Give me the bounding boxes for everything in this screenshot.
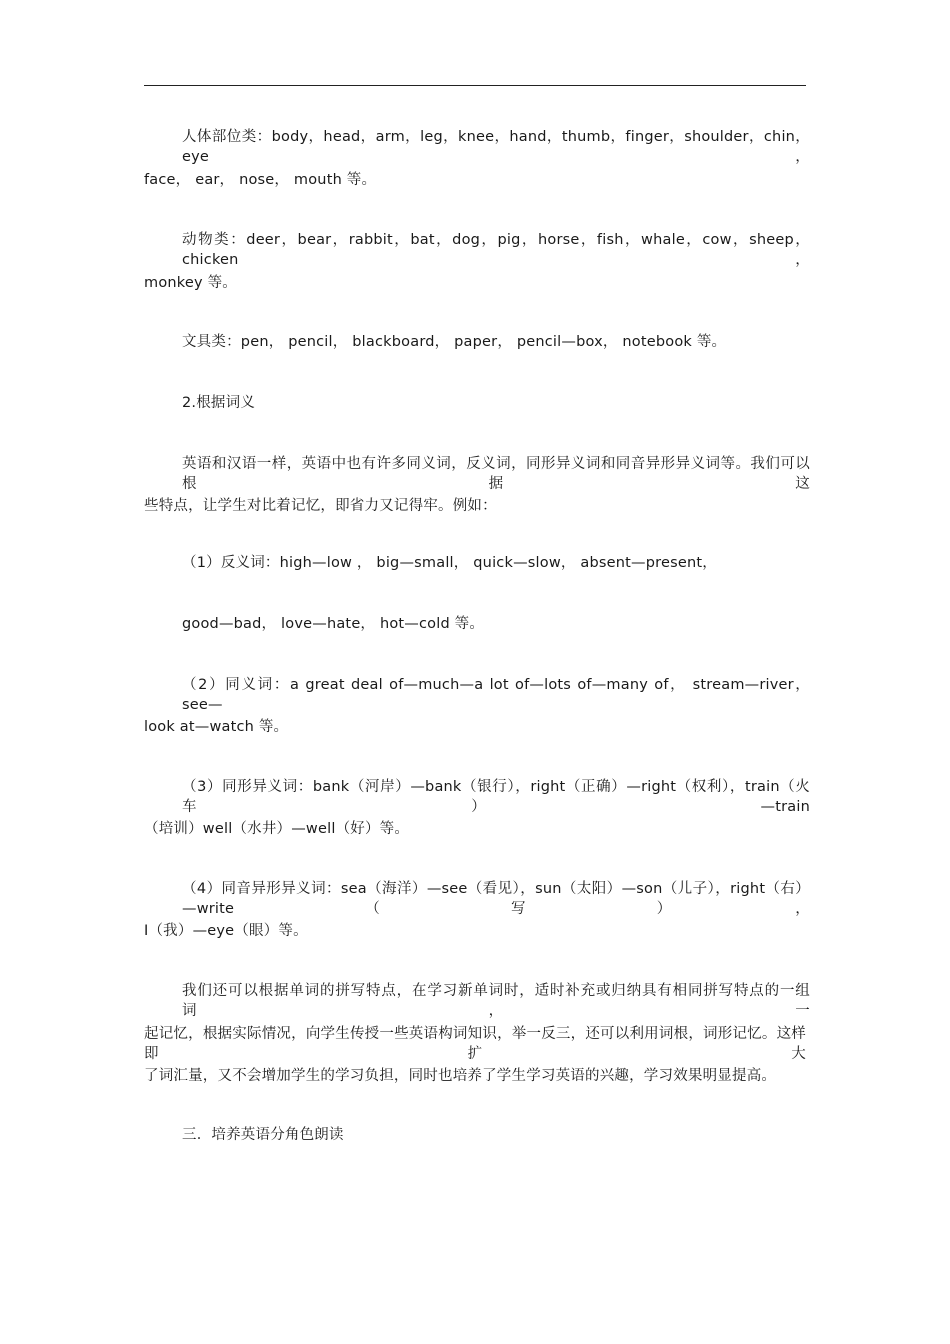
homographs-line-2: （培训）well（水井）—well（好）等。	[144, 821, 410, 837]
antonyms-line-2: good—bad， love—hate， hot—cold 等。	[182, 616, 485, 632]
animals-line-1: 动物类：deer，bear，rabbit，bat，dog，pig，horse，fish，whale，cow，sheep，chicken，	[182, 232, 810, 268]
spelling-paragraph-line-3: 了词汇量，又不会增加学生的学习负担，同时也培养了学生学习英语的兴趣，学习效果明显提高。	[144, 1068, 777, 1084]
section-heading-role-reading: 三．培养英语分角色朗读	[182, 1127, 344, 1143]
homophones-line-2: I（我）—eye（眼）等。	[144, 923, 308, 939]
synonyms-line-1: （2）同义词：a great deal of—much—a lot of—lots of—many of， stream—river， see—	[182, 677, 810, 713]
spelling-paragraph-line-1: 我们还可以根据单词的拼写特点，在学习新单词时，适时补充或归纳具有相同拼写特点的一组词，一	[182, 983, 810, 1019]
homographs-line-1: （3）同形异义词：bank（河岸）—bank（银行），right（正确）—right（权利），train（火车）—train	[182, 779, 810, 815]
homophones-line-1: （4）同音异形异义词：sea（海洋）—see（看见），sun（太阳）—son（儿子），right（右）—write（写），	[182, 881, 810, 917]
paragraph-line-2: 些特点，让学生对比着记忆，即省力又记得牢。例如：	[144, 498, 497, 514]
body-parts-line-2: face， ear， nose， mouth 等。	[144, 172, 377, 188]
synonyms-line-2: look at—watch 等。	[144, 719, 289, 735]
antonyms-line-1: （1）反义词：high—low ， big—small， quick—slow， absent—present，	[182, 555, 717, 571]
paragraph-line-1: 英语和汉语一样，英语中也有许多同义词，反义词，同形异义词和同音异形异义词等。我们可以根据这	[182, 456, 810, 492]
body-parts-line-1: 人体部位类：body，head，arm，leg，knee，hand，thumb，finger，shoulder，chin，eye，	[182, 129, 810, 165]
spelling-paragraph-line-2: 起记忆，根据实际情况，向学生传授一些英语构词知识，举一反三，还可以利用词根，词形记忆。这样即扩大	[144, 1026, 806, 1062]
header-rule	[144, 85, 806, 86]
animals-line-2: monkey 等。	[144, 275, 237, 291]
section-heading-word-meaning: 2.根据词义	[182, 395, 256, 411]
stationery-line: 文具类：pen， pencil， blackboard， paper， pencil—box， notebook 等。	[182, 334, 727, 350]
